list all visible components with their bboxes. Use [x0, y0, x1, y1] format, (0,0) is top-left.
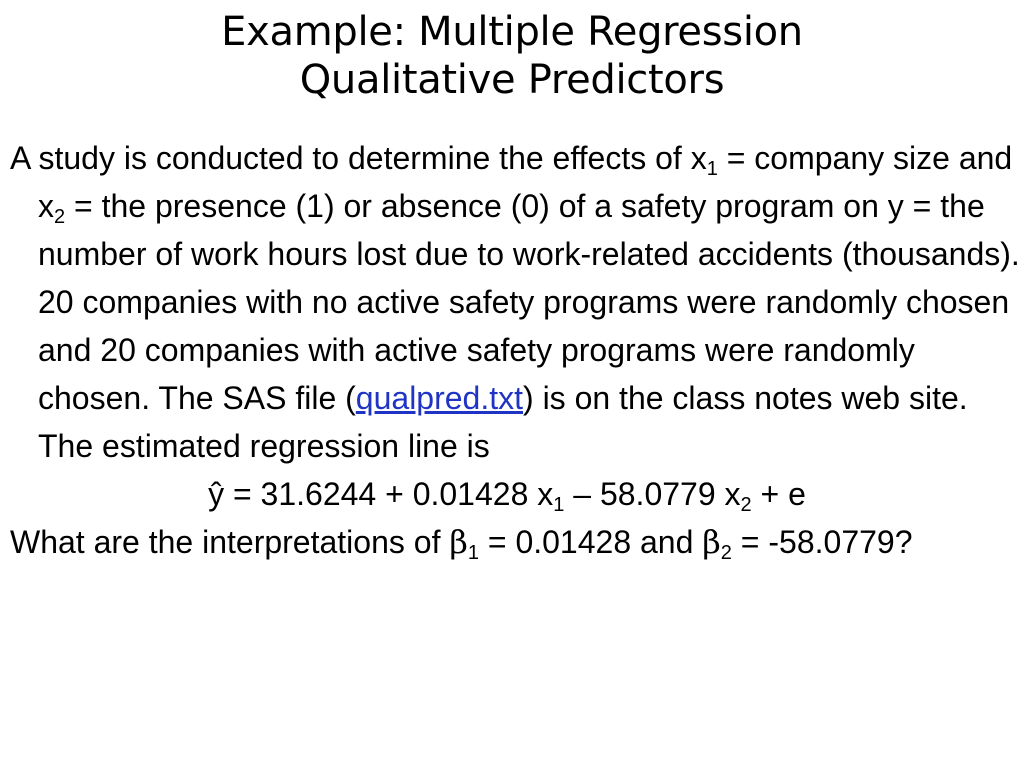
title-line-2: Qualitative Predictors	[299, 57, 725, 103]
subscript: 2	[740, 494, 752, 516]
interpretation-question	[10, 518, 1020, 566]
text-segment: = company size and x	[38, 140, 1013, 224]
qualpred-file-link[interactable]: qualpred.txt	[355, 380, 524, 416]
text-segment: What are the interpretations of	[10, 524, 450, 560]
equation-segment: + e	[751, 476, 806, 512]
regression-equation	[10, 470, 1020, 518]
study-description	[10, 134, 1020, 470]
slide-body	[10, 134, 1020, 566]
equation-segment: – 58.0779 x	[564, 476, 741, 512]
text-segment: = 0.01428 and	[478, 524, 703, 560]
subscript: 1	[553, 494, 565, 516]
slide-title	[0, 8, 1024, 104]
subscript: 2	[720, 542, 732, 564]
subscript: 1	[706, 158, 718, 180]
beta-symbol: β	[449, 523, 468, 561]
equation-segment: ŷ = 31.6244 + 0.01428 x	[208, 476, 554, 512]
subscript: 1	[467, 542, 479, 564]
title-line-1: Example: Multiple Regression	[221, 9, 803, 55]
subscript: 2	[54, 206, 66, 228]
beta-symbol: β	[702, 523, 721, 561]
text-segment: = -58.0779?	[731, 524, 913, 560]
text-segment: ) is on the class notes web site. The estimated regression line is	[38, 380, 968, 464]
text-segment: = the presence (1) or absence (0) of a safety program on y = the number of work hours lost due to work-related accidents (thousands). 20 companies with no active safety programs were randomly chosen and 20 companies with active safety programs were randomly chosen. The SAS file (	[38, 188, 1020, 416]
text-segment: A study is conducted to determine the effects of x	[10, 140, 707, 176]
